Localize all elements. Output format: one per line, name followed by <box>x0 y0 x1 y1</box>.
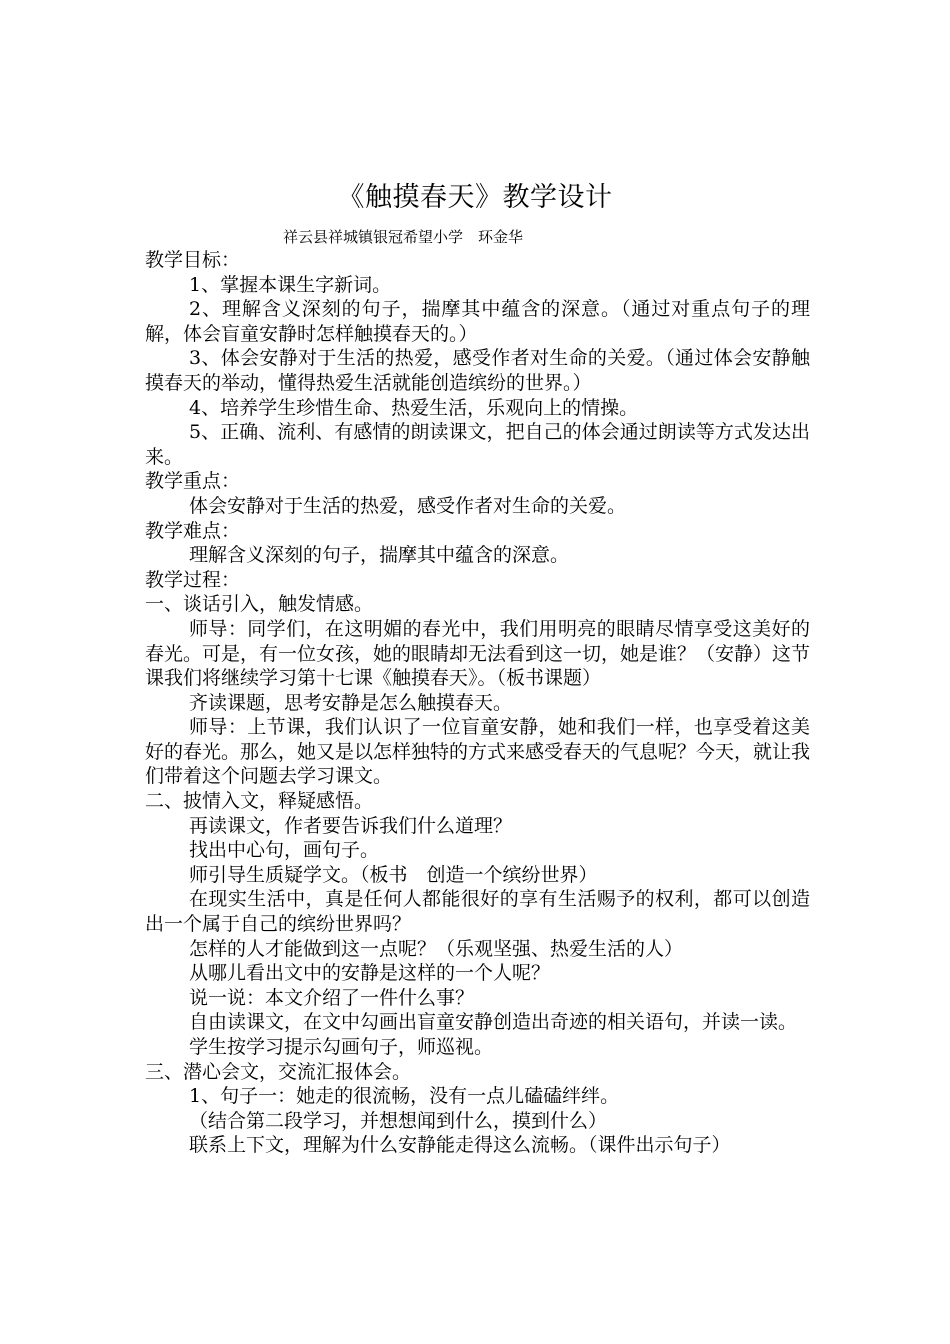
paragraph: 怎样的人才能做到这一点呢？（乐观坚强、热爱生活的人） <box>189 937 684 960</box>
paragraph: 齐读课题，思考安静是怎么触摸春天。 <box>189 691 513 714</box>
paragraph: 教学重点： <box>145 470 241 493</box>
paragraph: 三、潜心会文，交流汇报体会。 <box>145 1060 412 1083</box>
paragraph: 一、谈话引入，触发情感。 <box>145 593 374 616</box>
paragraph: 教学难点： <box>145 519 241 542</box>
paragraph: 师引导生质疑学文。（板书 创造一个缤纷世界） <box>189 863 598 886</box>
paragraph: 学生按学习提示勾画句子，师巡视。 <box>189 1036 494 1058</box>
paragraph: 师导：上节课，我们认识了一位盲童安静，她和我们一样，也享受着这美好的春光。那么，她又是以怎样独特的方式来感受春天的气息呢？今天，就让我们带着这个问题去学习课文。 <box>145 716 811 788</box>
paragraph: 从哪儿看出文中的安静是这样的一个人呢？ <box>189 962 551 985</box>
paragraph: 教学目标： <box>145 249 241 271</box>
paragraph: 说一说：本文介绍了一件什么事？ <box>189 986 475 1009</box>
paragraph: 自由读课文，在文中勾画出盲童安静创造出奇迹的相关语句，并读一读。 <box>189 1011 798 1034</box>
paragraph: 二、披情入文，释疑感悟。 <box>145 790 374 813</box>
document-title: 《触摸春天》教学设计 <box>337 182 613 213</box>
paragraph: 理解含义深刻的句子，揣摩其中蕴含的深意。 <box>189 544 570 567</box>
paragraph: 1、掌握本课生字新词。 <box>189 273 392 296</box>
paragraph: 在现实生活中，真是任何人都能很好的享有生活赐予的权利，都可以创造出一个属于自己的缤纷世界吗？ <box>145 888 810 936</box>
paragraph: 再读课文，作者要告诉我们什么道理？ <box>189 814 513 837</box>
paragraph: 师导：同学们，在这明媚的春光中，我们用明亮的眼睛尽情享受这美好的春光。可是，有一位女孩，她的眼睛却无法看到这一切，她是谁？（安静）这节课我们将继续学习第十七课《触摸春天》。（板书课题） <box>145 617 811 690</box>
paragraph: 联系上下文，理解为什么安静能走得这么流畅。（课件出示句子） <box>189 1134 731 1157</box>
paragraph: 找出中心句，画句子。 <box>189 839 380 862</box>
paragraph: 3、体会安静对于生活的热爱，感受作者对生命的关爱。（通过体会安静触摸春天的举动，懂得热爱生活就能创造缤纷的世界。） <box>145 347 810 394</box>
paragraph: 2、理解含义深刻的句子，揣摩其中蕴含的深意。（通过对重点句子的理解，体会盲童安静时怎样触摸春天的。） <box>145 298 810 345</box>
paragraph: 4、培养学生珍惜生命、热爱生活，乐观向上的情操。 <box>189 396 639 419</box>
paragraph: 教学过程： <box>145 568 241 591</box>
paragraph: 5、正确、流利、有感情的朗读课文，把自己的体会通过朗读等方式发达出来。 <box>145 421 810 468</box>
paragraph: （结合第二段学习，并想想闻到什么，摸到什么） <box>189 1109 608 1132</box>
paragraph: 1、句子一：她走的很流畅，没有一点儿磕磕绊绊。 <box>189 1085 620 1108</box>
document-author: 祥云县祥城镇银冠希望小学 环金华 <box>283 228 524 246</box>
document-body <box>145 248 810 1158</box>
paragraph: 体会安静对于生活的热爱，感受作者对生命的关爱。 <box>189 494 627 517</box>
